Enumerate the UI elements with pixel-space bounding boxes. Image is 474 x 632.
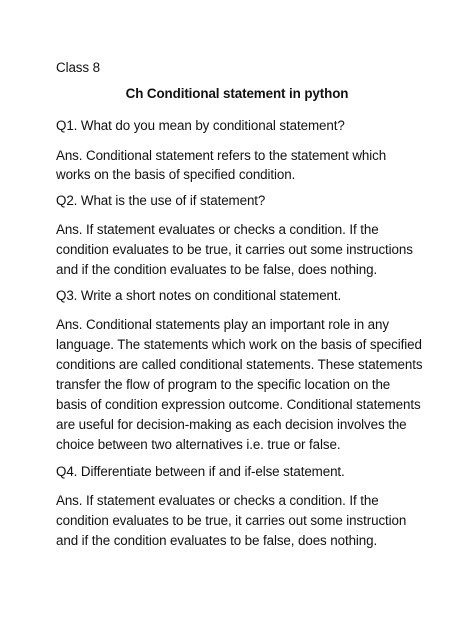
question-2: Q2. What is the use of if statement? — [56, 193, 266, 208]
answer-3-line-1: Ans. Conditional statements play an important role in any — [56, 317, 389, 332]
question-1: Q1. What do you mean by conditional statement? — [56, 118, 345, 133]
answer-2-line-2: condition evaluates to be true, it carries out some instructions — [56, 242, 413, 257]
question-3: Q3. Write a short notes on conditional statement. — [56, 288, 342, 303]
class-label: Class 8 — [56, 60, 100, 75]
answer-4-line-1: Ans. If statement evaluates or checks a condition. If the — [56, 493, 379, 508]
answer-3-line-7: choice between two alternatives i.e. true or false. — [56, 437, 341, 452]
answer-1-line-2: works on the basis of specified condition. — [56, 167, 296, 182]
answer-3-line-5: basis of condition expression outcome. Conditional statements — [56, 397, 421, 412]
answer-4-line-2: condition evaluates to be true, it carries out some instruction — [56, 513, 407, 528]
answer-3-line-3: conditions are called conditional statements. These statements — [56, 357, 423, 372]
answer-3-line-6: are useful for decision-making as each decision involves the — [56, 417, 407, 432]
answer-3-line-2: language. The statements which work on the basis of specified — [56, 337, 422, 352]
question-4: Q4. Differentiate between if and if-else statement. — [56, 464, 345, 479]
document-title: Ch Conditional statement in python — [125, 86, 349, 101]
answer-3-line-4: transfer the flow of program to the specific location on the — [56, 377, 391, 392]
answer-2-line-3: and if the condition evaluates to be false, does nothing. — [56, 262, 378, 277]
answer-4-line-3: and if the condition evaluates to be false, does nothing. — [56, 533, 378, 548]
answer-1-line-1: Ans. Conditional statement refers to the statement which — [56, 148, 387, 163]
answer-2-line-1: Ans. If statement evaluates or checks a condition. If the — [56, 222, 379, 237]
